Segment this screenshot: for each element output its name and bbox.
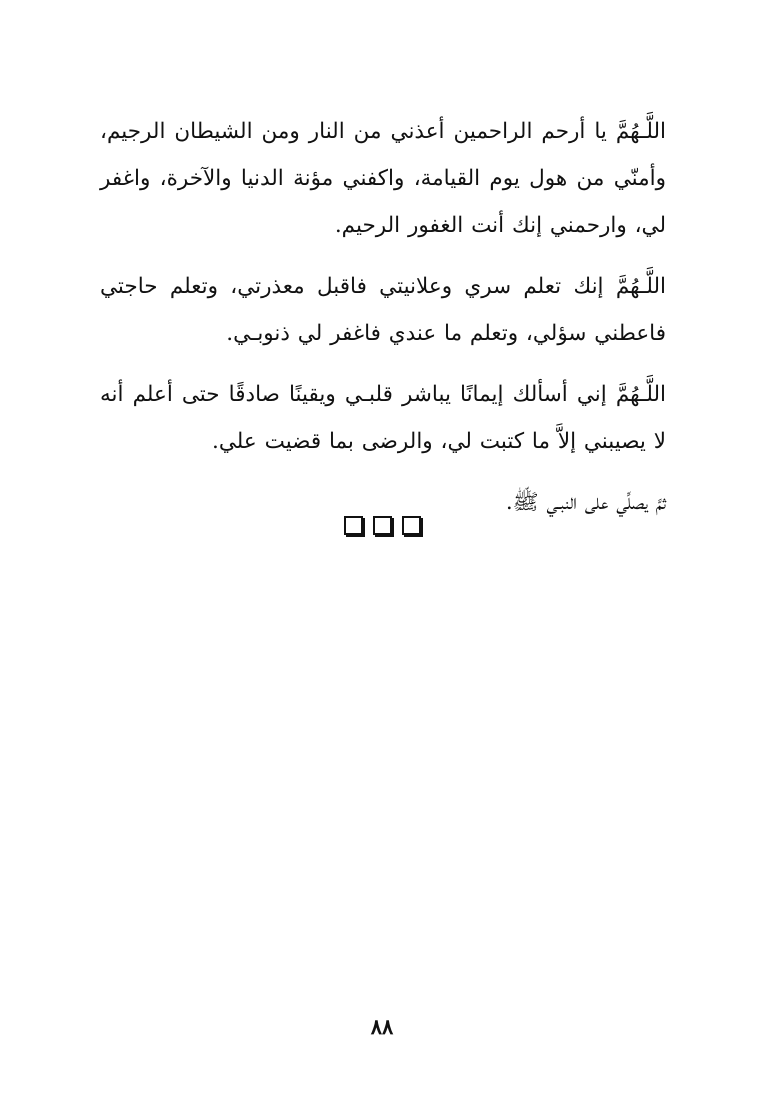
closing-paragraph: ثمَّ يصلِّي على النبـي ﷺ.: [505, 490, 666, 515]
page-number: ٨٨: [370, 1014, 394, 1039]
section-divider: [0, 516, 764, 535]
prayer-paragraph-1: اللَّـهُمَّ يا أرحم الراحمين أعذني من النار ومن الشيطان الرجيم، وأمنّي من هول يوم القيامة، واكفني مؤنة الدنيا والآخرة، واغفر لي، وارحمني إنك أنت الغفور الرحيم.: [100, 119, 666, 238]
prayer-paragraph-2: اللَّـهُمَّ إنك تعلم سري وعلانيتي فاقبل معذرتي، وتعلم حاجتي فاعطني سؤلي، وتعلم ما عندي فاغفر لي ذنوبـي.: [100, 274, 666, 346]
square-ornament-icon: [373, 516, 392, 535]
square-ornament-icon: [344, 516, 363, 535]
prayer-text-block: [100, 108, 666, 540]
square-ornament-icon: [402, 516, 421, 535]
prayer-paragraph-3: اللَّـهُمَّ إني أسألك إيمانًا يباشر قلبـي ويقينًا صادقًا حتى أعلم أنه لا يصيبني إلاَّ ما كتبت لي، والرضى بما قضيت علي.: [100, 382, 666, 454]
